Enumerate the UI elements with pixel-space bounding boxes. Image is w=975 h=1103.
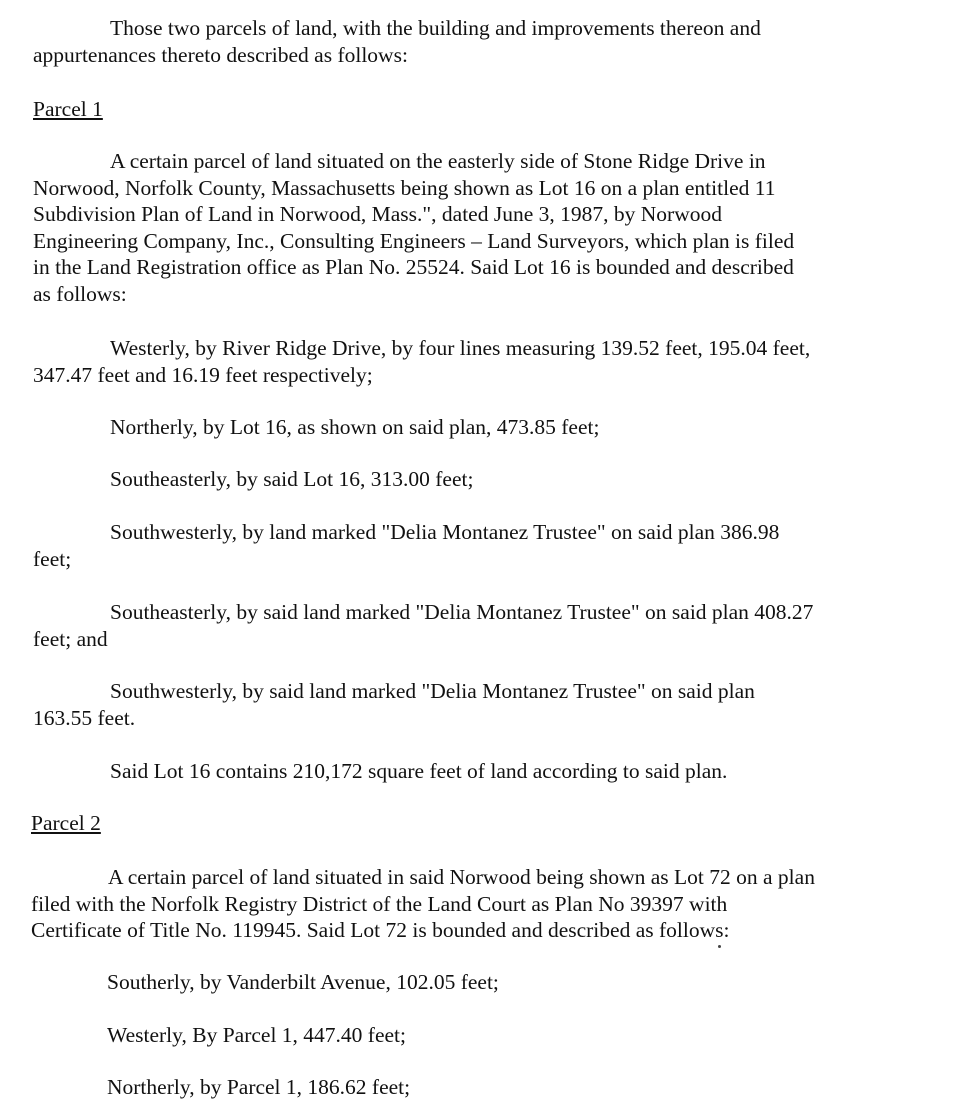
bound-line: Southwesterly, by land marked "Delia Montanez Trustee" on said plan 386.98 bbox=[110, 520, 780, 544]
parcel-2-bound-westerly: Westerly, By Parcel 1, 447.40 feet; bbox=[107, 1023, 406, 1047]
bound-southeasterly-2 bbox=[33, 599, 938, 652]
description-line: as follows: bbox=[33, 281, 127, 306]
parcel-1-description bbox=[33, 148, 938, 307]
bound-line: Westerly, by River Ridge Drive, by four lines measuring 139.52 feet, 195.04 feet, bbox=[110, 336, 811, 360]
parcel-2-bound-northerly: Northerly, by Parcel 1, 186.62 feet; bbox=[107, 1075, 411, 1099]
bound-line: 163.55 feet. bbox=[33, 705, 136, 730]
parcel-2-bound-southerly: Southerly, by Vanderbilt Avenue, 102.05 feet; bbox=[107, 970, 499, 994]
bound-line: 347.47 feet and 16.19 feet respectively; bbox=[33, 362, 373, 387]
description-line: in the Land Registration office as Plan No. 25524. Said Lot 16 is bounded and described bbox=[33, 255, 794, 279]
description-line: Engineering Company, Inc., Consulting Engineers – Land Surveyors, which plan is filed bbox=[33, 228, 795, 253]
bound-northerly: Northerly, by Lot 16, as shown on said plan, 473.85 feet; bbox=[110, 415, 600, 439]
description-line: A certain parcel of land situated in said Norwood being shown as Lot 72 on a plan bbox=[108, 865, 815, 889]
intro-line: appurtenances thereto described as follows: bbox=[33, 42, 408, 67]
intro-line: Those two parcels of land, with the building and improvements thereon and bbox=[110, 16, 761, 40]
description-line: Norwood, Norfolk County, Massachusetts being shown as Lot 16 on a plan entitled 11 bbox=[33, 175, 776, 200]
scan-speck bbox=[718, 945, 721, 948]
bound-line: Southeasterly, by said land marked "Delia Montanez Trustee" on said plan 408.27 bbox=[110, 600, 814, 624]
description-line: Subdivision Plan of Land in Norwood, Mass.", dated June 3, 1987, by Norwood bbox=[33, 202, 722, 226]
parcel-2-heading: Parcel 2 bbox=[31, 811, 101, 835]
bound-line: feet; and bbox=[33, 626, 108, 651]
bound-westerly bbox=[33, 335, 938, 388]
bound-southwesterly-2 bbox=[33, 678, 938, 731]
description-line: filed with the Norfolk Registry District of the Land Court as Plan No 39397 with bbox=[31, 891, 728, 916]
parcel-2-description bbox=[31, 864, 936, 944]
bound-southeasterly: Southeasterly, by said Lot 16, 313.00 feet; bbox=[110, 467, 474, 491]
parcel-1-heading: Parcel 1 bbox=[33, 97, 103, 121]
bound-southwesterly bbox=[33, 519, 938, 572]
bound-line: feet; bbox=[33, 546, 72, 571]
intro-paragraph bbox=[33, 15, 938, 68]
parcel-1-contains: Said Lot 16 contains 210,172 square feet of land according to said plan. bbox=[110, 759, 728, 783]
description-line: A certain parcel of land situated on the easterly side of Stone Ridge Drive in bbox=[110, 149, 766, 173]
description-line: Certificate of Title No. 119945. Said Lot 72 is bounded and described as follows: bbox=[31, 918, 730, 942]
bound-line: Southwesterly, by said land marked "Delia Montanez Trustee" on said plan bbox=[110, 679, 755, 703]
